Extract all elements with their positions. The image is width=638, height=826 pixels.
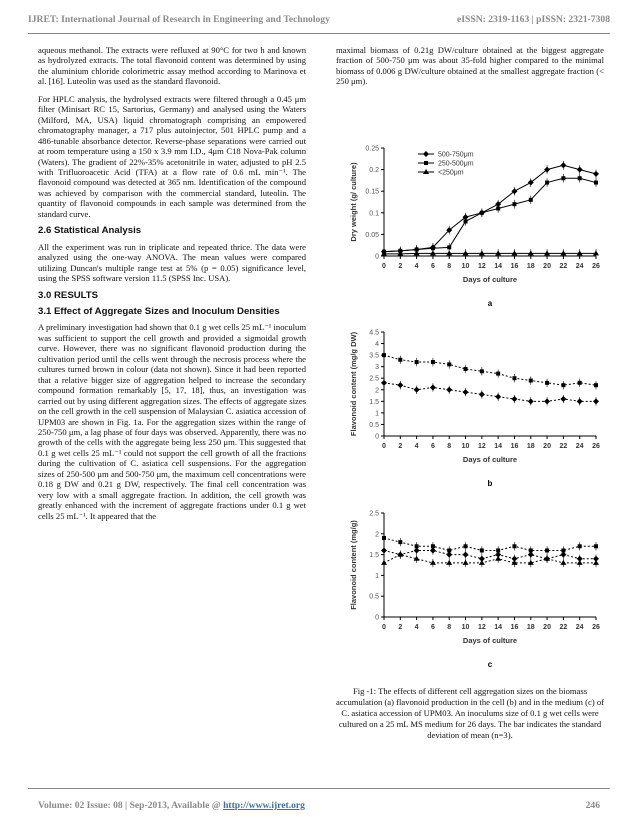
panel-label: a <box>487 299 493 308</box>
x-tick-label: 2 <box>398 443 403 450</box>
y-tick-label: 2.5 <box>369 375 379 383</box>
x-tick-label: 20 <box>543 263 551 270</box>
data-point <box>528 552 534 558</box>
data-point <box>381 380 387 386</box>
data-point <box>446 387 452 393</box>
y-tick-label: 1 <box>375 572 379 580</box>
x-tick-label: 24 <box>575 263 584 270</box>
data-point <box>593 171 599 177</box>
data-point <box>529 198 533 202</box>
y-tick-label: 1 <box>375 410 379 418</box>
x-axis-label: Days of culture <box>462 636 518 645</box>
paragraph: All the experiment was run in triplicate and repeated thrice. The data were analyzed using the one-way ANOVA. The mean values were compared utilizing Duncan's multiple range test at 5% (p = 0.05) significance level, using the SPSS software version 11.5 (SPSS Inc. USA). <box>38 241 306 284</box>
data-point <box>561 176 565 180</box>
data-point <box>414 387 420 393</box>
data-point <box>594 383 598 387</box>
y-tick-label: 0.5 <box>369 593 379 601</box>
y-tick-label: 0 <box>375 614 379 622</box>
paragraph: For HPLC analysis, the hydrolysed extracts were filtered through a 0.45 μm filter (Minisart RC 15, Sartorius, Germany) and analysed using the Waters (Milford, MA, USA) liquid chromatograph comprising an empowered chromatography manager, a 717 plus autoinjector, 501 HPLC pump and a 486-tunable absorbance detector. Reverse-phase separations were carried out at room temperature using a 150 x 3.9 mm I.D., 4μm C18 Nova-Pak column (Waters). The gradient of 22%-35% acetonitrile in water, adjusted to pH 2.5 with Trifluoroacetic Acid (TFA) at a flow rate of 0.6 mL min⁻¹. The flavonoid compound was detected at 365 nm. Identification of the compound was achieved by comparison with the commercial standard, luteolin. The quantity of flavonoid compounds in each sample was determined from the standard curve. <box>38 93 306 219</box>
subsection-heading: 3.1 Effect of Aggregate Sizes and Inoculum Densities <box>38 305 280 317</box>
y-tick-label: 3.5 <box>369 352 379 360</box>
y-tick-label: 0.05 <box>365 231 379 239</box>
x-tick-label: 20 <box>543 624 551 631</box>
x-axis-label: Days of culture <box>462 275 518 284</box>
data-point <box>544 250 550 255</box>
panel-label: c <box>487 660 493 669</box>
x-tick-label: 2 <box>398 624 403 631</box>
data-point <box>529 379 533 383</box>
y-tick-label: 0.5 <box>369 421 379 429</box>
data-point <box>480 548 484 552</box>
data-point <box>447 245 451 249</box>
x-tick-label: 0 <box>382 624 386 631</box>
y-axis-label: Dry weight (g/ culture) <box>349 162 358 242</box>
data-point <box>560 162 566 168</box>
data-point <box>545 381 549 385</box>
data-point <box>480 211 484 215</box>
x-tick-label: 10 <box>461 443 470 450</box>
data-point <box>463 560 469 565</box>
data-point <box>446 552 452 558</box>
data-point <box>577 398 583 404</box>
x-tick-label: 24 <box>575 624 584 631</box>
x-tick-label: 4 <box>414 263 419 270</box>
footer-rule <box>28 788 610 789</box>
data-point <box>560 396 566 402</box>
x-tick-label: 4 <box>414 624 419 631</box>
data-point <box>578 381 582 385</box>
data-point <box>593 398 599 404</box>
y-tick-label: 0 <box>375 433 379 441</box>
legend-entry: <250μm <box>438 169 464 177</box>
data-point <box>578 544 582 548</box>
data-point <box>381 560 387 565</box>
x-tick-label: 18 <box>526 263 535 270</box>
data-point <box>577 560 583 565</box>
journal-title: IJRET: International Journal of Research in Engineering and Technology <box>28 14 330 25</box>
x-tick-label: 16 <box>510 624 519 631</box>
x-tick-label: 22 <box>559 443 568 450</box>
data-point <box>496 206 500 210</box>
x-tick-label: 8 <box>447 263 452 270</box>
data-point <box>446 560 452 565</box>
data-point <box>431 360 435 364</box>
x-tick-label: 22 <box>559 263 568 270</box>
page-number: 246 <box>585 800 600 811</box>
x-tick-label: 6 <box>430 624 435 631</box>
panel-label: b <box>487 479 493 488</box>
data-point <box>560 552 566 558</box>
page-footer <box>38 800 600 811</box>
data-point <box>495 250 501 255</box>
paragraph: aqueous methanol. The extracts were refluxed at 90°C for two h and known as hydrolyzed extracts. The total flavonoid content was determined by using the aluminium chloride colorimetric assay method according to Marinova et al. [16]. Luteolin was used as the standard flavonoid. <box>38 45 306 87</box>
left-column <box>38 45 306 528</box>
data-point <box>480 369 484 373</box>
data-point <box>430 547 436 553</box>
data-point <box>495 394 501 400</box>
issn-line: eISSN: 2319-1163 | pISSN: 2321-7308 <box>457 14 610 25</box>
data-point <box>447 362 451 366</box>
series-line <box>384 178 596 251</box>
x-tick-label: 16 <box>510 443 519 450</box>
data-point <box>594 181 598 185</box>
x-tick-label: 10 <box>461 624 470 631</box>
y-tick-label: 2.5 <box>369 510 379 518</box>
data-point <box>414 547 420 553</box>
x-tick-label: 0 <box>382 443 386 450</box>
section-heading: 3.0 RESULTS <box>38 289 99 301</box>
x-tick-label: 26 <box>592 624 600 631</box>
data-point <box>594 544 598 548</box>
x-tick-label: 12 <box>477 624 486 631</box>
y-tick-label: 0 <box>375 253 379 261</box>
y-tick-label: 1.5 <box>369 398 379 406</box>
x-tick-label: 18 <box>526 624 535 631</box>
y-tick-label: 0.25 <box>365 145 379 153</box>
legend-entry: 500-750μm <box>438 151 474 159</box>
header-rule <box>28 33 610 34</box>
data-point <box>578 176 582 180</box>
data-point <box>464 219 468 223</box>
data-point <box>398 358 402 362</box>
data-point <box>528 250 534 255</box>
data-point <box>512 544 516 548</box>
data-point <box>511 396 517 402</box>
x-tick-label: 18 <box>526 443 535 450</box>
data-point <box>430 384 436 390</box>
data-point <box>430 250 436 255</box>
x-tick-label: 24 <box>575 443 584 450</box>
y-tick-label: 4.5 <box>369 329 379 337</box>
data-point <box>560 250 566 255</box>
data-point <box>511 250 517 255</box>
data-point <box>495 556 501 561</box>
x-tick-label: 14 <box>494 624 503 631</box>
y-axis-label: Flavonoid content (mg/g DW) <box>349 331 358 437</box>
x-tick-label: 14 <box>494 263 503 270</box>
y-tick-label: 4 <box>375 341 379 349</box>
y-tick-label: 2 <box>375 387 379 395</box>
y-tick-label: 0.2 <box>369 167 379 175</box>
x-tick-label: 20 <box>543 443 551 450</box>
data-point <box>463 552 469 558</box>
x-tick-label: 16 <box>510 263 519 270</box>
x-tick-label: 6 <box>430 263 435 270</box>
data-point <box>496 372 500 376</box>
data-point <box>464 544 468 548</box>
data-point <box>463 389 469 395</box>
data-point <box>424 161 428 165</box>
figure-caption: Fig -1: The effects of different cell aggregation sizes on the biomass accumulation (a) flavonoid production in the cell (b) and in the medium (c) of C. asiatica accession of UPM03. An inoculums size of 0.1 g wet cells were cultured on a 25 mL MS medium for 26 days. The bar indicates the standard deviation of mean (n=3). <box>336 686 604 740</box>
data-point <box>528 398 534 404</box>
x-tick-label: 26 <box>592 263 600 270</box>
data-point <box>464 367 468 371</box>
x-tick-label: 8 <box>447 624 452 631</box>
data-point <box>415 360 419 364</box>
data-point <box>423 151 429 157</box>
y-axis-label: Flavonoid content (mg/g) <box>349 520 358 610</box>
data-point <box>561 383 565 387</box>
data-point <box>577 167 583 173</box>
x-tick-label: 8 <box>447 443 452 450</box>
page-header <box>28 8 610 30</box>
x-tick-label: 0 <box>382 263 386 270</box>
figure-panel-a <box>338 140 608 310</box>
data-point <box>446 250 452 255</box>
data-point <box>593 250 599 255</box>
y-tick-label: 2 <box>375 531 379 539</box>
paragraph: maximal biomass of 0.21g DW/culture obtained at the biggest aggregate fraction of 500-750 μm was about 35-fold higher compared to the minimal biomass of 0.006 g DW/culture obtained at the smallest aggregate fraction (< 250 μm). <box>336 45 604 87</box>
data-point <box>544 398 550 404</box>
right-column <box>336 45 604 94</box>
x-tick-label: 14 <box>494 443 503 450</box>
data-point <box>414 250 420 255</box>
x-tick-label: 2 <box>398 263 403 270</box>
y-tick-label: 0.1 <box>369 210 379 218</box>
figure-panel-c <box>338 503 608 673</box>
x-tick-label: 26 <box>592 443 600 450</box>
data-point <box>397 382 403 388</box>
y-tick-label: 0.15 <box>365 188 379 196</box>
paragraph: A preliminary investigation had shown that 0.1 g wet cells 25 mL⁻¹ inoculum was sufficient to support the cell growth and provided a sigmoidal growth curve. However, there was no significant flavonoid production during the cultivation period until the cells went through the necrosis process where the cultures turned brown in colour (data not shown). Since it had been reported that a relative bigger size of aggregation helped to increase the secondary compound formation remarkably [5, 17, 18], thus, an investigation was carried out by using different aggregation sizes. The effects of aggregate sizes on the cell growth in the cell suspension of Malaysian C. asiatica accession of UPM03 are shown in Fig. 1a. For the aggregation sizes within the range of 250-750 μm, a lag phase of four days was observed. Apparently, there was no growth of the cells with the aggregate being less 250 μm. This suggested that 0.1 g wet cells 25 mL⁻¹ could not support the cell growth of all the fractions during the cultivation of C. asiatica cell suspensions. For the aggregation sizes of 250-500 μm and 500-750 μm, the maximum cell concentrations were 0.18 g DW and 0.21 g DW, respectively. The final cell concentration was very low with a small aggregate fraction. In addition, the cell growth was greatly enhanced with the increment of aggregate fractions under 0.1 g wet cells 25 mL⁻¹. It appeared that the <box>38 322 306 521</box>
x-tick-label: 4 <box>414 443 419 450</box>
data-point <box>560 560 566 565</box>
data-point <box>593 560 599 565</box>
data-point <box>545 548 549 552</box>
data-point <box>398 540 402 544</box>
footer-volume: Volume: 02 Issue: 08 | Sep-2013, Available @ <box>38 800 224 811</box>
data-point <box>577 250 583 255</box>
data-point <box>463 250 469 255</box>
data-point <box>512 202 516 206</box>
data-point <box>382 536 386 540</box>
x-tick-label: 22 <box>559 624 568 631</box>
data-point <box>545 181 549 185</box>
series-line <box>384 355 596 385</box>
data-point <box>479 560 485 565</box>
x-tick-label: 12 <box>477 443 486 450</box>
data-point <box>382 353 386 357</box>
section-heading: 2.6 Statistical Analysis <box>38 225 142 237</box>
data-point <box>381 547 387 553</box>
y-tick-label: 1.5 <box>369 552 379 560</box>
x-tick-label: 10 <box>461 263 470 270</box>
footer-link[interactable]: http://www.ijret.org <box>223 800 305 811</box>
data-point <box>479 391 485 397</box>
y-tick-label: 3 <box>375 364 379 372</box>
figure-panel-b <box>338 322 608 492</box>
x-tick-label: 6 <box>430 443 435 450</box>
legend-entry: 250-500μm <box>438 160 474 168</box>
data-point <box>512 376 516 380</box>
data-point <box>479 250 485 255</box>
x-tick-label: 12 <box>477 263 486 270</box>
x-axis-label: Days of culture <box>462 455 518 464</box>
